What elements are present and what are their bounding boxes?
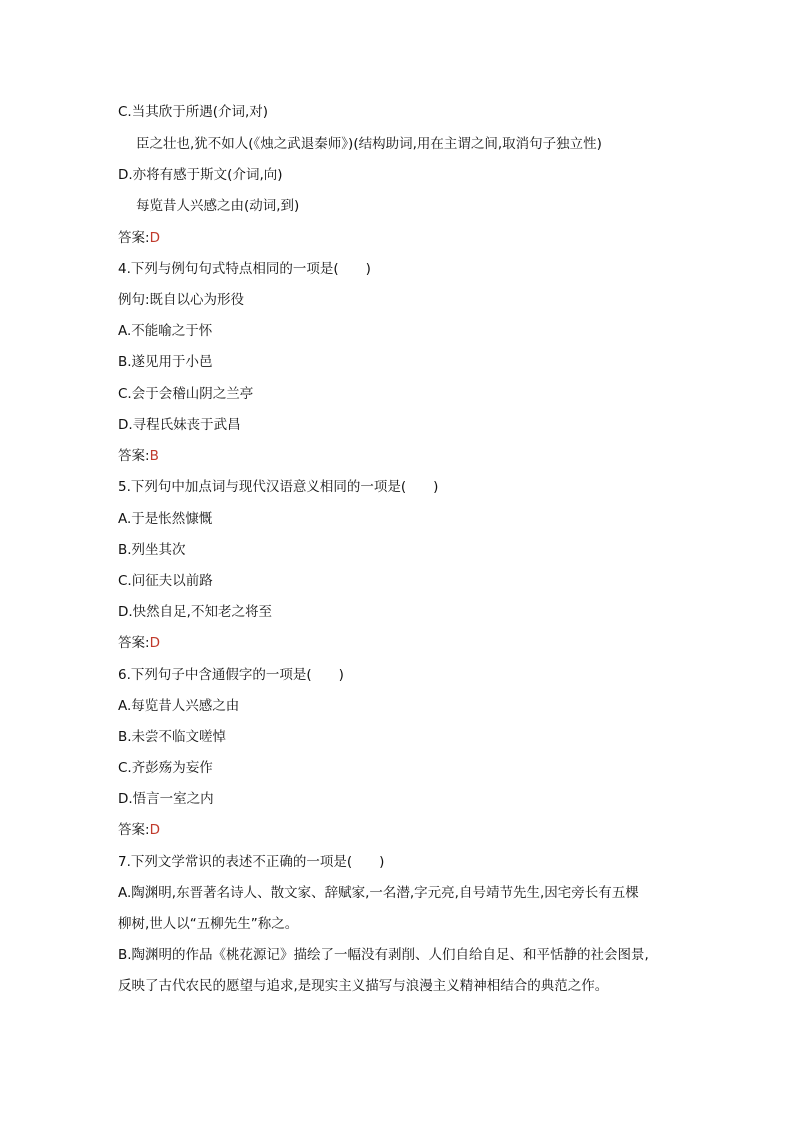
- question-7: 7.下列文学常识的表述不正确的一项是( ): [118, 854, 385, 870]
- q6-option-b: B.未尝不临文嗟悼: [118, 729, 227, 745]
- q7-option-a-line1: A.陶渊明,东晋著名诗人、散文家、辞赋家,一名潜,字元亮,自号靖节先生,因宅旁长有五棵: [118, 885, 639, 901]
- answer-q6: [118, 821, 160, 839]
- option-c-example: 臣之壮也,犹不如人(《烛之武退秦师》)(结构助词,用在主谓之间,取消句子独立性): [136, 136, 602, 152]
- q6-option-d: D.悟言一室之内: [118, 791, 214, 807]
- answer-value: D: [149, 230, 160, 246]
- question-4: 4.下列与例句句式特点相同的一项是( ): [118, 261, 371, 277]
- option-d-example: 每览昔人兴感之由(动词,到): [136, 198, 300, 214]
- q7-option-b-line2: 反映了古代农民的愿望与追求,是现实主义描写与浪漫主义精神相结合的典范之作。: [118, 978, 609, 994]
- answer-label: 答案:: [118, 822, 150, 838]
- option-d-line: D.亦将有感于斯文(介词,向): [118, 167, 283, 183]
- q5-option-d: D.快然自足,不知老之将至: [118, 604, 272, 620]
- answer-value: D: [149, 822, 160, 838]
- q4-option-d: D.寻程氏妹丧于武昌: [118, 417, 241, 433]
- q4-option-a: A.不能喻之于怀: [118, 323, 213, 339]
- q4-option-b: B.遂见用于小邑: [118, 354, 213, 370]
- answer-label: 答案:: [118, 230, 150, 246]
- answer-label: 答案:: [118, 635, 150, 651]
- answer-value: D: [149, 635, 160, 651]
- q7-option-b-line1: B.陶渊明的作品《桃花源记》描绘了一幅没有剥削、人们自给自足、和平恬静的社会图景,: [118, 947, 649, 963]
- q5-option-c: C.问征夫以前路: [118, 573, 213, 589]
- q5-option-a: A.于是怅然慷慨: [118, 511, 213, 527]
- answer-q3: [118, 229, 160, 247]
- option-c-line: C.当其欣于所遇(介词,对): [118, 104, 269, 120]
- answer-q4: [118, 447, 159, 465]
- question-4-example: 例句:既自以心为形役: [118, 292, 245, 308]
- answer-value: B: [149, 448, 159, 464]
- answer-label: 答案:: [118, 448, 150, 464]
- q5-option-b: B.列坐其次: [118, 542, 186, 558]
- answer-q5: [118, 634, 160, 652]
- question-5: 5.下列句中加点词与现代汉语意义相同的一项是( ): [118, 479, 439, 495]
- q7-option-a-line2: 柳树,世人以“五柳先生”称之。: [118, 916, 299, 932]
- q6-option-c: C.齐彭殇为妄作: [118, 760, 213, 776]
- question-6: 6.下列句子中含通假字的一项是( ): [118, 667, 344, 683]
- q6-option-a: A.每览昔人兴感之由: [118, 698, 240, 714]
- q4-option-c: C.会于会稽山阴之兰亭: [118, 386, 254, 402]
